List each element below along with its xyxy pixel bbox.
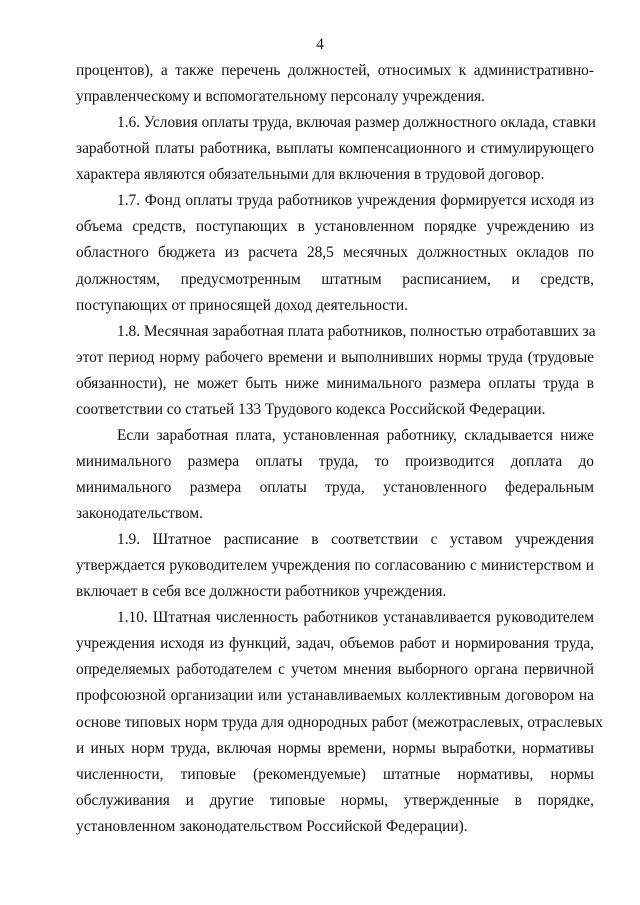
page-number: 4 [316, 36, 324, 53]
text-line: обслуживания и другие типовые нормы, утвержденные в порядке, [76, 791, 594, 809]
text-line: этот период норму рабочего времени и выполнивших нормы труда (трудовые [76, 348, 594, 366]
text-line: 1.8. Месячная заработная плата работников, полностью отработавших за [117, 322, 596, 340]
text-line: включает в себя все должности работников учреждения. [76, 583, 447, 601]
text-line: 1.7. Фонд оплаты труда работников учреждения формируется исходя из [117, 192, 594, 210]
text-line: поступающих от приносящей доход деятельности. [76, 296, 408, 314]
text-line: объема средств, поступающих в установленном порядке учреждению из [76, 218, 594, 236]
text-line: минимального размера оплаты труда, установленного федеральным [76, 479, 594, 496]
text-line: профсоюзной организации или устанавливаемых коллективным договором на [76, 687, 594, 705]
text-line: 1.6. Условия оплаты труда, включая размер должностного оклада, ставки [117, 114, 596, 132]
text-line: обязанности), не может быть ниже минимального размера оплаты труда в [76, 374, 594, 392]
text-line: определяемых работодателем с учетом мнения выборного органа первичной [76, 661, 594, 679]
text-line: учреждения исходя из функций, задач, объемов работ и нормирования труда, [76, 635, 594, 653]
text-line: 1.10. Штатная численность работников устанавливается руководителем [117, 609, 594, 627]
text-line: управленческому и вспомогательному персоналу учреждения. [76, 88, 485, 106]
text-line: численности, типовые (рекомендуемые) штатные нормативы, нормы [76, 765, 594, 783]
text-line: установленном законодательством Российской Федерации). [76, 817, 468, 835]
text-line: 1.9. Штатное расписание в соответствии с уставом учреждения [117, 531, 594, 549]
text-line: процентов), а также перечень должностей, относимых к административно- [76, 62, 594, 79]
text-line: основе типовых норм труда для однородных работ (межотраслевых, отраслевых [76, 713, 603, 731]
text-line: областного бюджета из расчета 28,5 месячных должностных окладов по [76, 244, 594, 262]
text-line: соответствии со статьей 133 Трудового кодекса Российской Федерации. [76, 400, 546, 418]
text-line: утверждается руководителем учреждения по согласованию с министерством и [76, 557, 594, 575]
text-line: и иных норм труда, включая нормы времени, нормы выработки, нормативы [76, 739, 594, 757]
text-line: характера являются обязательными для включения в трудовой договор. [76, 166, 545, 184]
text-line: должностям, предусмотренным штатным расписанием, и средств, [76, 270, 594, 288]
text-line: Если заработная плата, установленная работнику, складывается ниже [117, 426, 594, 444]
text-line: минимального размера оплаты труда, то производится доплата до [76, 452, 594, 470]
text-line: заработной платы работника, выплаты компенсационного и стимулирующего [76, 140, 594, 158]
text-line: законодательством. [76, 505, 204, 522]
